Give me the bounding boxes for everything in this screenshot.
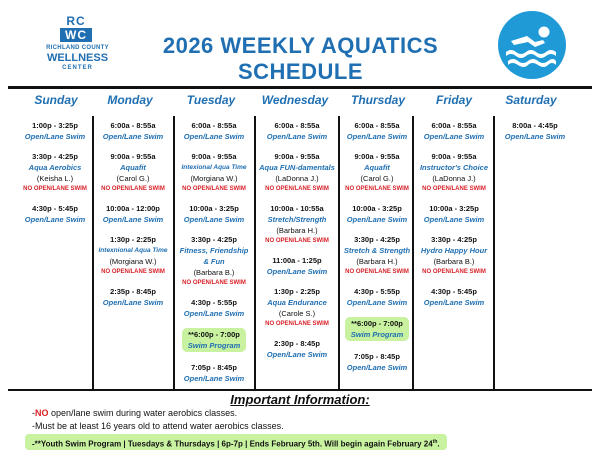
entry-class: Swim Program: [187, 341, 241, 350]
schedule-entry: [414, 203, 494, 225]
entry-class: Open/Lane Swim: [183, 374, 245, 383]
column-saturday: [494, 120, 576, 142]
schedule-entry: [174, 203, 254, 225]
schedule-entry: [15, 203, 95, 225]
entry-class: Open/Lane Swim: [183, 132, 245, 141]
entry-time: 1:00p - 3:25p: [32, 121, 78, 130]
info-dash: -: [32, 408, 35, 418]
entry-class: Open/Lane Swim: [346, 298, 408, 307]
entry-class: Open/Lane Swim: [346, 363, 408, 372]
entry-class: Open/Lane Swim: [24, 215, 86, 224]
entry-no-swim-note: NO OPEN/LANE SWIM: [101, 269, 165, 275]
entry-time: 10:00a - 3:25p: [429, 204, 479, 213]
entry-time: 4:30p - 5:45p: [32, 204, 78, 213]
entry-class: Aquafit: [364, 163, 390, 172]
schedule-entry: [174, 362, 254, 384]
schedule-entry: [174, 120, 254, 142]
entry-class: Stretch & Strength: [343, 246, 411, 255]
entry-class: Open/Lane Swim: [266, 350, 328, 359]
entry-time: **6:00p - 7:00p: [351, 319, 403, 328]
entry-no-swim-note: NO OPEN/LANE SWIM: [101, 186, 165, 192]
rcwc-logo: [30, 14, 125, 76]
logo-richland-county: RICHLAND COUNTY: [46, 45, 109, 51]
logo-center: CENTER: [62, 65, 93, 71]
youth-swim-program-entry: [182, 328, 247, 352]
schedule-entry: [93, 286, 173, 308]
entry-time: 7:05p - 8:45p: [191, 363, 237, 372]
entry-time: 6:00a - 8:55a: [191, 121, 237, 130]
info-no-emphasis: NO: [35, 408, 49, 418]
schedule-entry: [337, 234, 417, 277]
schedule-entry: [174, 151, 254, 194]
entry-no-swim-note: NO OPEN/LANE SWIM: [265, 321, 329, 327]
info-line-no-swim: [32, 408, 237, 418]
day-monday: Monday: [107, 93, 153, 107]
entry-instructor: (Keisha L.): [36, 174, 74, 183]
entry-class: Hydro Happy Hour: [420, 246, 488, 255]
entry-class: Open/Lane Swim: [423, 215, 485, 224]
schedule-entry: [337, 203, 417, 225]
entry-no-swim-note: NO OPEN/LANE SWIM: [182, 186, 246, 192]
entry-no-swim-note: NO OPEN/LANE SWIM: [345, 186, 409, 192]
entry-time: 3:30p - 4:25p: [431, 235, 477, 244]
swimmer-icon: [497, 10, 567, 80]
entry-class: Aqua Endurance: [267, 298, 327, 307]
info-line-age: -Must be at least 16 years old to attend water aerobics classes.: [32, 421, 284, 431]
entry-time: 8:00a - 4:45p: [512, 121, 558, 130]
entry-class: Open/Lane Swim: [24, 132, 86, 141]
column-thursday: [337, 120, 417, 373]
schedule-entry: [414, 120, 494, 142]
entry-time: 9:00a - 9:55a: [191, 152, 237, 161]
day-sunday: Sunday: [34, 93, 78, 107]
entry-time: 10:00a - 3:25p: [352, 204, 402, 213]
entry-time: 4:30p - 5:55p: [191, 298, 237, 307]
entry-class: Intexnional Aqua Time: [98, 247, 168, 254]
schedule-entry: [414, 286, 494, 308]
schedule-bottom-divider: [8, 389, 592, 391]
entry-time: 4:30p - 5:45p: [431, 287, 477, 296]
entry-class: Open/Lane Swim: [346, 132, 408, 141]
column-tuesday: [174, 120, 254, 384]
entry-time: 6:00a - 8:55a: [110, 121, 156, 130]
schedule-entry: [337, 120, 417, 142]
entry-instructor: (Barbara H.): [276, 226, 318, 235]
day-friday: Friday: [435, 93, 472, 107]
header-divider: [8, 86, 592, 89]
day-wednesday: Wednesday: [261, 93, 329, 107]
entry-class: Swim Program: [350, 330, 404, 339]
column-friday: [414, 120, 494, 308]
entry-time: 9:00a - 9:55a: [431, 152, 477, 161]
entry-time: 1:30p - 2:25p: [274, 287, 320, 296]
entry-no-swim-note: NO OPEN/LANE SWIM: [422, 186, 486, 192]
entry-time: 3:30p - 4:25p: [354, 235, 400, 244]
entry-time: 9:00a - 9:55a: [110, 152, 156, 161]
entry-instructor: (Barbara B.): [433, 257, 475, 266]
page-title: 2026 WEEKLY AQUATICS SCHEDULE: [162, 33, 439, 84]
day-tuesday: Tuesday: [186, 93, 236, 107]
youth-swim-program-entry: [345, 317, 410, 341]
schedule-entry: [337, 151, 417, 194]
entry-instructor: (Barbara B.): [193, 268, 235, 277]
youth-notice-sup: th: [432, 439, 438, 445]
entry-time: 2:30p - 8:45p: [274, 339, 320, 348]
entry-class: Open/Lane Swim: [183, 309, 245, 318]
entry-time: 4:30p - 5:55p: [354, 287, 400, 296]
youth-notice-end: .: [437, 439, 440, 449]
schedule-entry: [494, 120, 576, 142]
important-info-heading: Important Information:: [230, 392, 370, 407]
entry-class: Open/Lane Swim: [504, 132, 566, 141]
entry-no-swim-note: NO OPEN/LANE SWIM: [23, 186, 87, 192]
schedule-entry: [93, 234, 173, 277]
entry-no-swim-note: NO OPEN/LANE SWIM: [265, 186, 329, 192]
entry-time: 1:30p - 2:25p: [110, 235, 156, 244]
entry-instructor: (Carol G.): [116, 174, 150, 183]
entry-time: 11:00a - 1:25p: [272, 256, 322, 265]
entry-time: 6:00a - 8:55a: [354, 121, 400, 130]
day-saturday: Saturday: [505, 93, 557, 107]
entry-time: 2:35p - 8:45p: [110, 287, 156, 296]
schedule-entry: [337, 351, 417, 373]
entry-no-swim-note: NO OPEN/LANE SWIM: [422, 269, 486, 275]
column-sunday: [15, 120, 95, 225]
entry-time: 10:00a - 10:55a: [270, 204, 324, 213]
entry-class: Open/Lane Swim: [102, 298, 164, 307]
entry-class: Aquafit: [120, 163, 146, 172]
schedule-entry: [256, 151, 338, 194]
entry-class: Aqua FUN-damentals: [259, 163, 335, 172]
entry-no-swim-note: NO OPEN/LANE SWIM: [265, 238, 329, 244]
schedule-entry: [93, 120, 173, 142]
entry-class: Open/Lane Swim: [183, 215, 245, 224]
entry-time: 6:00a - 8:55a: [431, 121, 477, 130]
logo-wc: WC: [60, 28, 92, 42]
entry-time: 10:00a - 12:00p: [106, 204, 160, 213]
entry-class: Aqua Aerobics: [28, 163, 82, 172]
entry-time: 10:00a - 3:25p: [189, 204, 239, 213]
column-monday: [93, 120, 173, 308]
entry-time: 3:30p - 4:25p: [32, 152, 78, 161]
logo-wellness: WELLNESS: [46, 52, 109, 64]
youth-swim-program-notice: [25, 434, 447, 450]
schedule-entry: [174, 297, 254, 319]
entry-class: Open/Lane Swim: [423, 132, 485, 141]
day-thursday: Thursday: [350, 93, 405, 107]
entry-instructor: (Morgiana W.): [109, 257, 157, 266]
entry-class: Open/Lane Swim: [102, 215, 164, 224]
entry-instructor: (LaDonna J.): [432, 174, 476, 183]
entry-instructor: (Morgiana W.): [190, 174, 238, 183]
schedule-entry: [15, 120, 95, 142]
entry-time: 9:00a - 9:55a: [274, 152, 320, 161]
youth-notice-text: -**Youth Swim Program | Tuesdays & Thursdays | 6p-7p | Ends February 5th. Will begin again February 24: [32, 439, 433, 449]
column-wednesday: [256, 120, 338, 360]
schedule-entry: [414, 151, 494, 194]
entry-time: 3:30p - 4:25p: [191, 235, 237, 244]
schedule-entry: [414, 234, 494, 277]
entry-class: Open/Lane Swim: [102, 132, 164, 141]
entry-no-swim-note: NO OPEN/LANE SWIM: [345, 269, 409, 275]
entry-instructor: (Carol G.): [360, 174, 394, 183]
entry-class: Open/Lane Swim: [266, 267, 328, 276]
entry-time: 6:00a - 8:55a: [274, 121, 320, 130]
entry-no-swim-note: NO OPEN/LANE SWIM: [182, 280, 246, 286]
schedule-entry: [256, 120, 338, 142]
entry-time: 7:05p - 8:45p: [354, 352, 400, 361]
logo-rc: RC: [66, 14, 86, 28]
logo-badge: [60, 14, 92, 42]
entry-class: Stretch/Strength: [267, 215, 327, 224]
entry-instructor: (LaDonna J.): [275, 174, 319, 183]
schedule-entry: [256, 255, 338, 277]
schedule-entry: [15, 151, 95, 194]
entry-class: Fitness, Friendship & Fun: [179, 246, 249, 266]
entry-instructor: (Barbara H.): [356, 257, 398, 266]
schedule-entry: [256, 286, 338, 329]
schedule-entry: [337, 286, 417, 308]
entry-instructor: (Carole S.): [278, 309, 316, 318]
entry-class: Open/Lane Swim: [346, 215, 408, 224]
schedule-entry: [174, 234, 254, 288]
entry-class: Open/Lane Swim: [266, 132, 328, 141]
entry-time: **6:00p - 7:00p: [188, 330, 240, 339]
entry-class: Instructor's Choice: [419, 163, 489, 172]
schedule-entry: [256, 338, 338, 360]
entry-time: 9:00a - 9:55a: [354, 152, 400, 161]
schedule-entry: [93, 203, 173, 225]
entry-class: Intexional Aqua Time: [181, 164, 247, 171]
entry-class: Open/Lane Swim: [423, 298, 485, 307]
schedule-entry: [256, 203, 338, 246]
info-no-swim-text: open/lane swim during water aerobics classes.: [48, 408, 238, 418]
schedule-entry: [93, 151, 173, 194]
